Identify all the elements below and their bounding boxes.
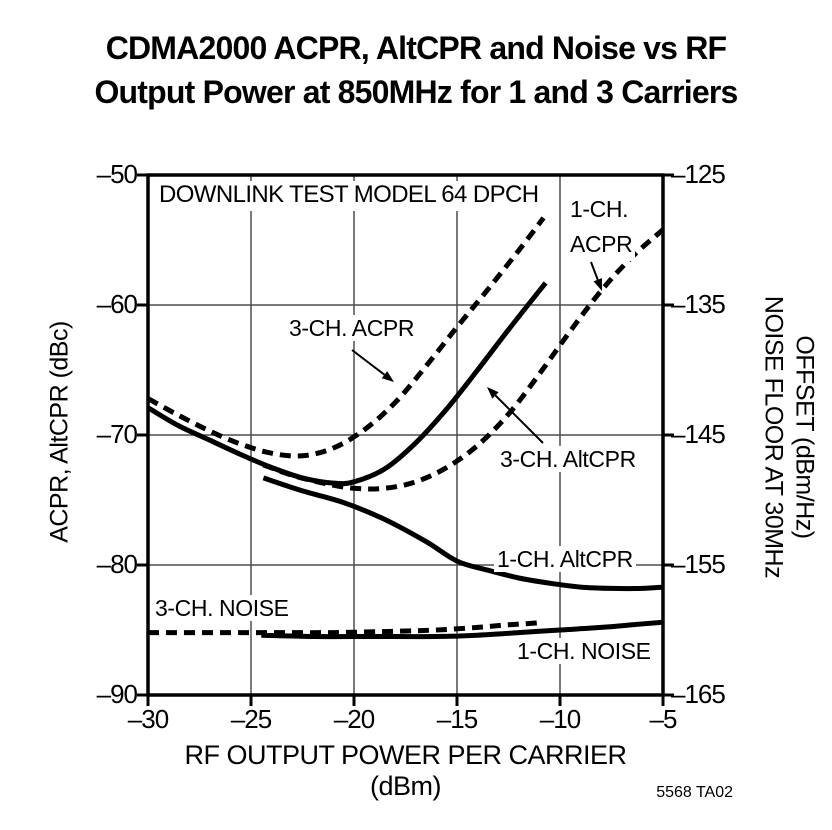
- y-right-tick-label--135: –135: [671, 289, 725, 319]
- arrow-to-3ch-acpr-line: [352, 350, 384, 375]
- curve-label-1-ch-noise: [514, 638, 654, 664]
- curve-label-3-ch-noise: [152, 595, 292, 621]
- y-left-tick-label--70: –70: [96, 419, 137, 449]
- y-right-tick-label--125: –125: [671, 159, 725, 189]
- x-tick-label--20: –20: [333, 704, 375, 734]
- chart-title: [0, 27, 832, 114]
- arrow-to-1ch-acpr-line: [591, 262, 598, 280]
- curve-label-line: 3-CH. ACPR: [289, 315, 415, 341]
- y-right-tick-label--155: –155: [671, 549, 725, 579]
- x-tick-label--5: –5: [649, 704, 677, 734]
- curve-label-line: 3-CH. AltCPR: [500, 446, 636, 472]
- figure-id: 5568 TA02: [656, 784, 733, 801]
- x-axis-label: RF OUTPUT POWER PER CARRIER (dBm): [184, 740, 627, 801]
- y-right-tick-label--145: –145: [671, 419, 725, 449]
- curve-label-3-ch-acpr: [286, 315, 417, 341]
- curve-label-line: 1-CH. NOISE: [517, 638, 651, 664]
- y-right-axis-label: [759, 296, 820, 578]
- curve-label-1-ch-altcpr: [494, 546, 636, 572]
- chart-title-line-2: Output Power at 850MHz for 1 and 3 Carriers: [94, 73, 738, 110]
- y-left-tick-label--50: –50: [96, 159, 137, 189]
- curve-label-line: ACPR: [570, 230, 633, 257]
- x-tick-label--25: –25: [230, 704, 272, 734]
- curve-label-line: 1-CH.: [570, 196, 629, 222]
- curve-label-line: 1-CH. AltCPR: [497, 546, 633, 572]
- plot-note: DOWNLINK TEST MODEL 64 DPCH: [159, 181, 543, 211]
- curve-3-ch-noise: [148, 622, 544, 632]
- x-tick-label--10: –10: [539, 704, 581, 734]
- y-right-axis-label-line-2: OFFSET (dBm/Hz): [790, 335, 819, 539]
- y-left-tick-label--80: –80: [96, 549, 137, 579]
- chart-title-line-1: CDMA2000 ACPR, AltCPR and Noise vs RF: [105, 30, 727, 66]
- y-left-tick-label--60: –60: [96, 289, 137, 319]
- curve-label-line: 3-CH. NOISE: [155, 595, 289, 621]
- curve-label-3-ch-altcpr: [497, 446, 639, 472]
- y-left-tick-label--90: –90: [96, 679, 137, 709]
- curve-3-ch-altcpr: [148, 283, 546, 484]
- arrow-to-3ch-acpr-head: [382, 371, 394, 382]
- y-left-axis-label: ACPR, AltCPR (dBc): [45, 321, 74, 543]
- y-right-tick-label--165: –165: [671, 679, 725, 709]
- curve-label-1-ch-acpr: [567, 192, 635, 261]
- arrow-to-1ch-acpr-head: [594, 278, 602, 291]
- x-tick-label--15: –15: [436, 704, 478, 734]
- x-tick-label--30: –30: [127, 704, 169, 734]
- y-right-axis-label-line-1: NOISE FLOOR AT 30MHz: [760, 295, 788, 579]
